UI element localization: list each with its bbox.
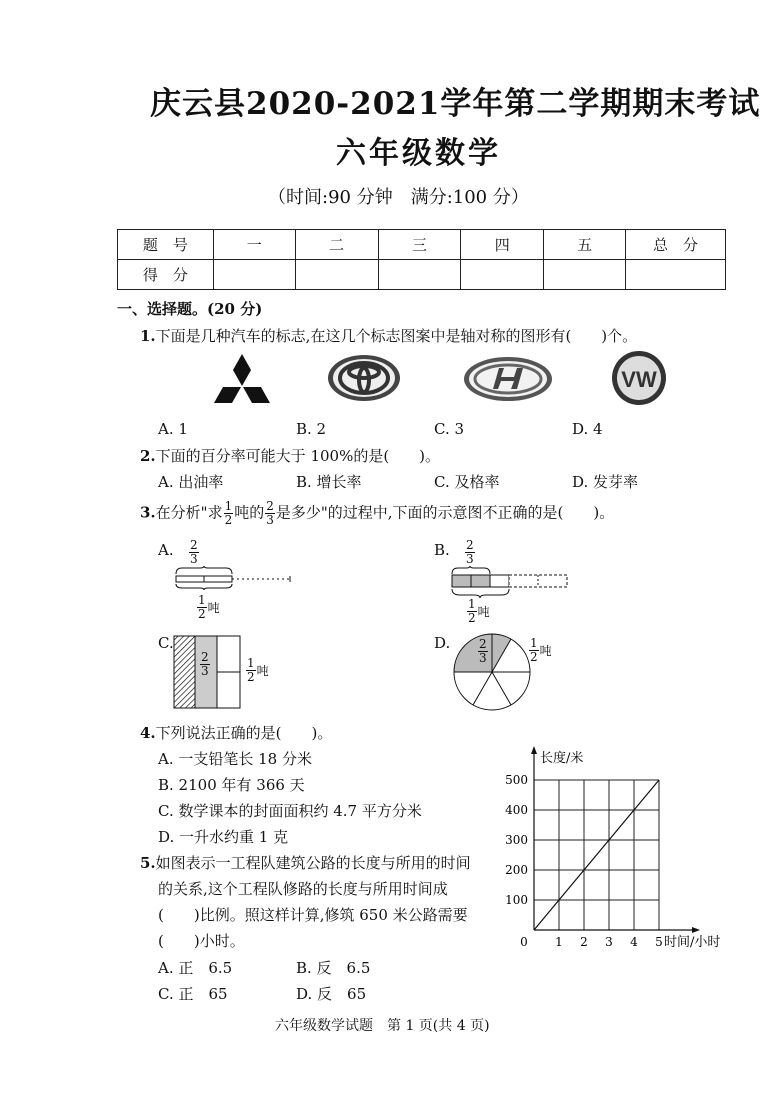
x-tick-label: 4 [630,935,638,949]
option-d[interactable]: D. 发芽率 [572,473,639,491]
score-input-cell[interactable] [626,260,726,290]
option-a[interactable]: A. 一支铅笔长 18 分米 [158,750,312,768]
score-table-score-row [118,260,726,290]
option-b[interactable]: B. 2 [296,420,327,438]
series-line [534,780,659,930]
question-text: 下面的百分率可能大于 100%的是( )。 [155,447,441,465]
question-text-part: 吨的 [234,503,265,522]
question-number: 1. [140,327,156,345]
diagram-b [448,566,570,598]
x-tick-label: 3 [605,935,613,949]
question-number: 4. [140,724,156,742]
score-table [117,229,726,290]
score-input-cell[interactable] [378,260,461,290]
option-d[interactable]: D. 反 65 [296,985,367,1003]
option-a[interactable]: A. 1 [158,420,188,438]
y-axis-arrow [531,746,537,754]
fraction-half: $\frac{1}{2}$ [224,499,233,527]
fraction-two-thirds: $\frac{2}{3}$ [266,499,274,527]
score-input-cell[interactable] [213,260,295,290]
diagram-a [172,566,294,590]
half-ton-label: $\frac{1}{2}$ 吨 [530,636,552,664]
x-tick-label: 5 [655,935,663,949]
score-table-header-row [118,230,726,260]
score-cell: 得 分 [118,260,214,290]
option-c[interactable]: C. 正 65 [158,985,228,1003]
fraction-two-thirds: $\frac{2}{3}$ [466,538,474,566]
question-number: 5. [140,854,156,872]
volkswagen-logo [611,350,667,406]
fraction-two-thirds: $\frac{2}{3}$ [479,637,487,665]
hyundai-logo [463,356,553,402]
x-tick-label: 1 [555,935,563,949]
option-c[interactable]: C. 3 [434,420,465,438]
score-input-cell[interactable] [295,260,378,290]
fraction-two-thirds: $\frac{2}{3}$ [201,650,209,678]
option-c[interactable]: C. 及格率 [434,473,500,491]
exam-meta: （时间:90 分钟 满分:100 分） [268,187,529,208]
half-ton-label: $\frac{1}{2}$ 吨 [468,597,490,625]
score-cell: 五 [544,230,626,260]
diagram-d [452,632,532,712]
x-tick-label: 2 [580,935,588,949]
question-5-line-1 [140,852,471,873]
option-c[interactable]: C. 数学课本的封面面积约 4.7 平方分米 [158,802,422,820]
option-b[interactable]: B. [434,541,450,559]
question-number: 3. [140,503,156,522]
x-axis-arrow [692,927,700,933]
y-tick-label: 100 [505,893,528,907]
score-cell: 题 号 [118,230,214,260]
question-text: 如图表示一工程队建筑公路的长度与所用的时间 [155,854,471,872]
fraction-two-thirds: $\frac{2}{3}$ [190,538,198,566]
option-a[interactable]: A. 正 6.5 [158,959,233,977]
mitsubishi-logo [214,354,270,404]
question-1 [140,325,637,346]
option-a[interactable]: A. [158,541,174,559]
score-cell: 总 分 [626,230,726,260]
score-input-cell[interactable] [544,260,626,290]
score-cell: 三 [378,230,461,260]
vw-letters: VW [621,367,657,392]
half-ton-label: $\frac{1}{2}$ 吨 [198,593,220,621]
question-3 [140,500,614,527]
question-5-line-2: 的关系,这个工程队修路的长度与所用时间成 [158,880,448,898]
question-text: 下列说法正确的是( )。 [155,724,333,742]
exam-subtitle: 六年级数学 [336,136,501,171]
x-tick-label: 0 [520,935,528,949]
option-b[interactable]: B. 增长率 [296,473,362,491]
question-5-line-3: ( )比例。照这样计算,修筑 650 米公路需要 [158,906,468,924]
question-text: 下面是几种汽车的标志,在这几个标志图案中是轴对称的图形有( )个。 [155,327,638,345]
y-tick-label: 200 [505,863,528,877]
question-text-part: 在分析"求 [155,503,223,522]
question-2 [140,445,440,466]
y-tick-label: 400 [505,803,528,817]
score-cell: 四 [461,230,544,260]
section-title: 一、选择题。(20 分) [117,300,263,318]
exam-title: 庆云县2020-2021学年第二学期期末考试 [150,86,761,122]
question-4 [140,722,332,743]
option-b[interactable]: B. 2100 年有 366 天 [158,776,305,794]
length-time-chart [500,740,730,952]
y-tick-label: 500 [505,773,528,787]
score-cell: 一 [213,230,295,260]
toyota-logo [326,353,402,403]
option-c[interactable]: C. [158,634,174,652]
y-axis-label: 长度/米 [540,751,584,766]
option-d[interactable]: D. 4 [572,420,603,438]
score-input-cell[interactable] [461,260,544,290]
page-footer: 六年级数学试题 第 1 页(共 4 页) [275,1018,490,1034]
option-b[interactable]: B. 反 6.5 [296,959,371,977]
half-ton-label: $\frac{1}{2}$ 吨 [247,656,269,684]
option-a[interactable]: A. 出油率 [158,473,224,491]
option-d[interactable]: D. 一升水约重 1 克 [158,828,289,846]
question-number: 2. [140,447,156,465]
question-text-part: 是多少"的过程中,下面的示意图不正确的是( )。 [275,503,615,522]
y-tick-label: 300 [505,833,528,847]
score-cell: 二 [295,230,378,260]
option-d[interactable]: D. [434,634,451,652]
x-axis-label: 时间/小时 [664,935,721,950]
question-5-line-4: ( )小时。 [158,932,245,950]
